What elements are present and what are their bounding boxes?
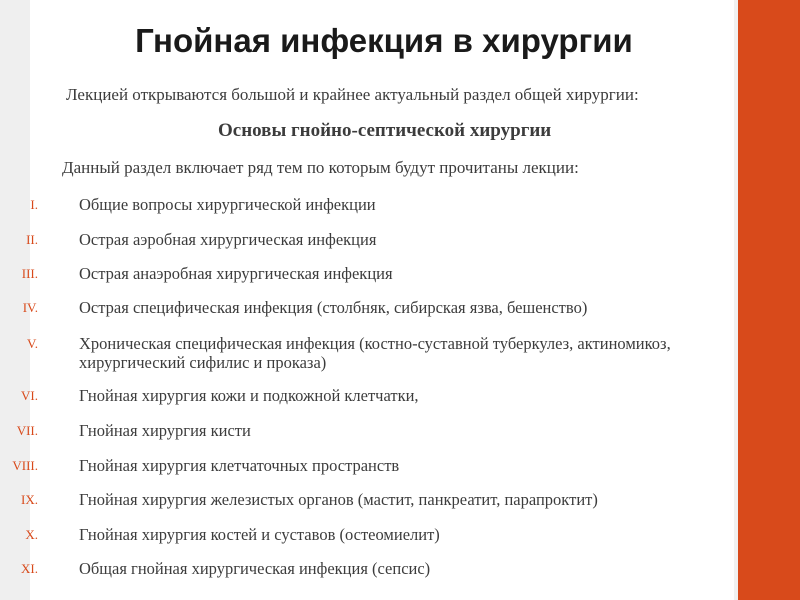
intro-text: Лекцией открываются большой и крайнее актуальный раздел общей хирургии:: [66, 85, 639, 104]
list-item-text: Общие вопросы хирургической инфекции: [79, 195, 376, 214]
list-item-text: Гнойная хирургия железистых органов (мастит, панкреатит, парапроктит): [79, 490, 598, 509]
list-item-text: Гнойная хирургия кожи и подкожной клетчатки,: [79, 386, 419, 405]
section-subtitle: Основы гнойно-септической хирургии: [218, 120, 552, 141]
list-item-text: Острая специфическая инфекция (столбняк, сибирская язва, бешенство): [79, 298, 588, 317]
list-item-number: VII.: [16, 423, 38, 438]
list-item-number: III.: [21, 266, 38, 281]
list-item-number: IX.: [21, 492, 38, 507]
list-item-text: Общая гнойная хирургическая инфекция (сепсис): [79, 559, 431, 578]
list-item-text: Гнойная хирургия костей и суставов (остеомиелит): [79, 525, 440, 544]
list-item-number: I.: [30, 197, 38, 212]
list-item-text: Острая анаэробная хирургическая инфекция: [79, 264, 393, 283]
list-item-number: VIII.: [12, 458, 38, 473]
list-item-number: VI.: [21, 388, 38, 403]
list-item-number: II.: [26, 232, 38, 247]
list-item-number: XI.: [21, 561, 38, 576]
list-item-text: Гнойная хирургия клетчаточных пространств: [79, 456, 400, 475]
slide-title: Гнойная инфекция в хирургии: [135, 22, 633, 59]
list-item-number: V.: [27, 336, 38, 351]
list-item-number: X.: [25, 527, 38, 542]
list-item-number: IV.: [22, 300, 38, 315]
list-item-text: Острая аэробная хирургическая инфекция: [79, 230, 377, 249]
list-item-text: Хроническая специфическая инфекция (костно-суставной туберкулез, актиномикоз, хирургический сифилис и проказа): [79, 334, 671, 372]
list-item-text: Гнойная хирургия кисти: [79, 421, 251, 440]
topics-intro: Данный раздел включает ряд тем по которым будут прочитаны лекции:: [62, 158, 579, 177]
